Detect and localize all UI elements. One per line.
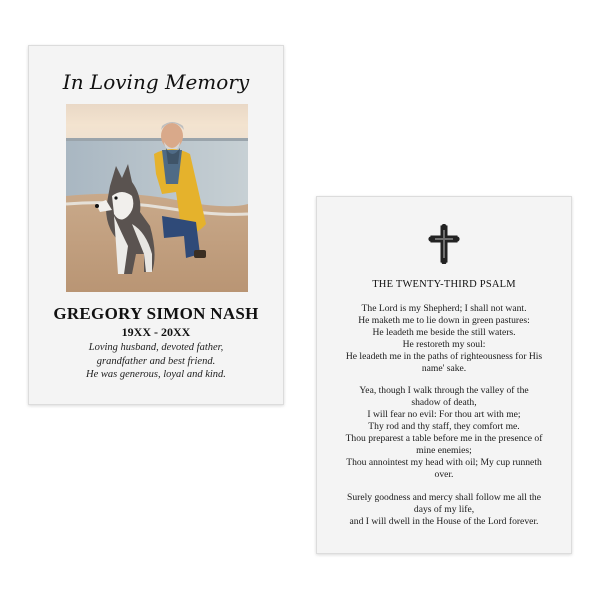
psalm-text xyxy=(323,303,565,527)
psalm-line: Thou preparest a table before me in the presence of xyxy=(345,433,543,445)
psalm-line: Thou annointest my head with oil; My cup runneth xyxy=(346,456,542,468)
cross-icon xyxy=(428,224,460,264)
psalm-line: He maketh me to lie down in green pastures: xyxy=(358,314,530,326)
stanza-gap xyxy=(323,481,565,492)
card-heading: In Loving Memory xyxy=(62,70,250,94)
tribute-line: grandfather and best friend. xyxy=(96,355,216,367)
stanza-gap xyxy=(323,374,565,385)
life-dates: 19XX - 20XX xyxy=(121,325,191,339)
memorial-card-back xyxy=(316,196,572,554)
psalm-title: THE TWENTY-THIRD PSALM xyxy=(372,279,516,290)
psalm-line: Thy rod and thy staff, they comfort me. xyxy=(368,421,520,433)
psalm-line: mine enemies; xyxy=(416,444,472,456)
psalm-line: He leadeth me beside the still waters. xyxy=(372,326,516,338)
psalm-line: name' sake. xyxy=(421,362,467,374)
tribute-text xyxy=(29,341,283,382)
psalm-line: Surely goodness and mercy shall follow me all the xyxy=(347,491,541,503)
psalm-line: over. xyxy=(434,468,454,480)
deceased-name: GREGORY SIMON NASH xyxy=(53,304,259,323)
memorial-photo xyxy=(66,104,248,292)
psalm-line: He leadeth me in the paths of righteousness for His xyxy=(345,350,543,362)
psalm-line: shadow of death, xyxy=(411,397,477,409)
psalm-line: He restoreth my soul: xyxy=(402,338,486,350)
psalm-line: Yea, though I walk through the valley of the xyxy=(359,385,529,397)
psalm-line: The Lord is my Shepherd; I shall not want. xyxy=(361,303,527,314)
psalm-line: and I will dwell in the House of the Lord forever. xyxy=(349,515,539,527)
tribute-line: Loving husband, devoted father, xyxy=(88,342,224,353)
psalm-line: I will fear no evil: For thou art with me; xyxy=(367,409,521,421)
memorial-card-front xyxy=(28,45,284,405)
tribute-line: He was generous, loyal and kind. xyxy=(86,369,226,380)
psalm-line: days of my life, xyxy=(413,503,475,515)
